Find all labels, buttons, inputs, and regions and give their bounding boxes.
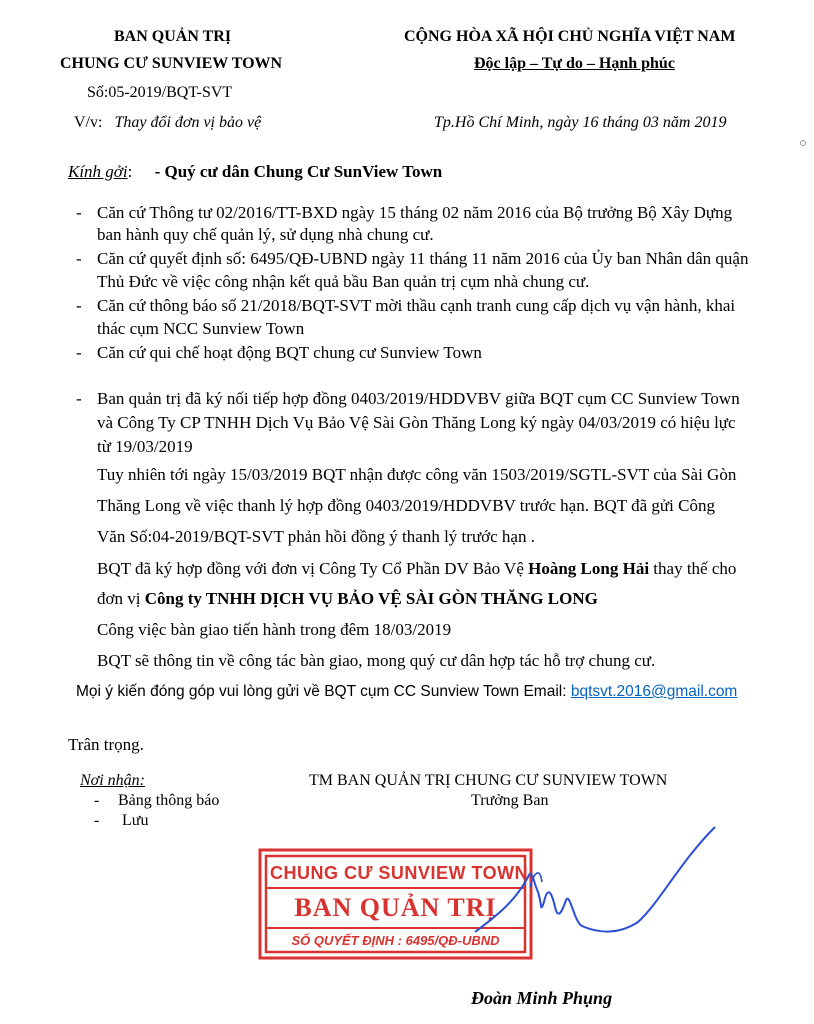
recipient-dash: -	[94, 812, 100, 829]
subject-label: V/v:	[74, 114, 103, 131]
greeting-colon: :	[127, 162, 133, 181]
closing: Trân trọng.	[68, 735, 144, 754]
body-p2-prefix: đơn vị	[97, 589, 145, 608]
signature-title: Trưởng Ban	[471, 792, 549, 809]
national-motto: Độc lập – Tự do – Hạnh phúc	[474, 55, 675, 72]
old-contractor-name: Công ty TNHH DỊCH VỤ BẢO VỆ SÀI GÒN THĂNG LONG	[144, 589, 598, 608]
recipient-notice-board: Bảng thông báo	[118, 792, 220, 809]
signature-org: TM BAN QUẢN TRỊ CHUNG CƯ SUNVIEW TOWN	[309, 772, 668, 789]
signer-name: Đoàn Minh Phụng	[471, 988, 613, 1008]
body-p2-line-1	[97, 559, 736, 579]
body-p2-text-end: thay thế cho	[649, 559, 737, 578]
recipient-archive: Lưu	[122, 812, 149, 829]
body-p1-line-3: Văn Số:04-2019/BQT-SVT phản hồi đồng ý thanh lý trước hạn .	[97, 527, 535, 546]
feedback-line	[76, 683, 737, 701]
body-p2-text: BQT đã ký hợp đồng với đơn vị Công Ty Cổ Phần DV Bảo Vệ	[97, 559, 529, 578]
body-p3: Công việc bàn giao tiến hành trong đêm 18/03/2019	[97, 620, 452, 639]
recipient-dash: -	[94, 792, 100, 809]
bullet-dash: -	[76, 203, 82, 222]
body-p1-line-2: Thăng Long về việc thanh lý hợp đồng 0403/2019/HDDVBV trước hạn. BQT đã gửi Công	[97, 496, 715, 515]
bullet-5-line-3: từ 19/03/2019	[97, 437, 193, 456]
body-p2-line-2	[97, 589, 598, 609]
body-p4: BQT sẽ thông tin về công tác bàn giao, mong quý cư dân hợp tác hỗ trợ chung cư.	[97, 651, 656, 670]
bullet-dash: -	[76, 343, 82, 362]
stamp-line-2: BAN QUẢN TRỊ	[294, 893, 497, 922]
org-name: BAN QUẢN TRỊ	[114, 28, 232, 45]
feedback-text: Mọi ý kiến đóng góp vui lòng gửi về BQT cụm CC Sunview Town Email:	[76, 683, 571, 700]
recipients-label: Nơi nhận:	[80, 772, 145, 789]
bullet-4-line-1: Căn cứ qui chế hoạt động BQT chung cư Sunview Town	[97, 343, 482, 362]
subject-line	[74, 114, 261, 132]
building-name: CHUNG CƯ SUNVIEW TOWN	[60, 55, 283, 72]
date-line: Tp.Hồ Chí Minh, ngày 16 tháng 03 năm 2019	[434, 114, 727, 131]
greeting-recipient: - Quý cư dân Chung Cư SunView Town	[154, 162, 443, 181]
bullet-dash: -	[76, 249, 82, 268]
handwritten-signature-icon	[470, 822, 730, 962]
stamp-line-1: CHUNG CƯ SUNVIEW TOWN	[270, 863, 529, 883]
national-title: CỘNG HÒA XÃ HỘI CHỦ NGHĨA VIỆT NAM	[404, 28, 736, 45]
bullet-dash: -	[76, 296, 82, 315]
bullet-3-line-1: Căn cứ thông báo số 21/2018/BQT-SVT mời thầu cạnh tranh cung cấp dịch vụ vận hành, khai	[97, 296, 736, 315]
margin-dot-icon	[800, 140, 806, 146]
email-link[interactable]: bqtsvt.2016@gmail.com	[570, 683, 738, 700]
bullet-2-line-2: Thủ Đức về việc công nhận kết quả bầu Ban quản trị cụm nhà chung cư.	[97, 272, 590, 291]
subject-text: Thay đổi đơn vị bảo vệ	[114, 114, 262, 131]
bullet-2-line-1: Căn cứ quyết định số: 6495/QĐ-UBND ngày 11 tháng 11 năm 2016 của Ủy ban Nhân dân quận	[97, 249, 749, 268]
bullet-3-line-2: thác cụm NCC Sunview Town	[97, 319, 305, 338]
bullet-1-line-1: Căn cứ Thông tư 02/2016/TT-BXD ngày 15 tháng 02 năm 2016 của Bộ trưởng Bộ Xây Dựng	[97, 203, 733, 222]
bullet-1-line-2: ban hành quy chế quản lý, sử dụng nhà chung cư.	[97, 225, 434, 244]
greeting-label: Kính gởi	[68, 162, 128, 181]
new-contractor-name: Hoàng Long Hải	[528, 559, 650, 578]
stamp-line-3: SỐ QUYẾT ĐỊNH : 6495/QĐ-UBND	[291, 933, 500, 948]
bullet-5-line-1: Ban quản trị đã ký nối tiếp hợp đồng 0403/2019/HDDVBV giữa BQT cụm CC Sunview Town	[97, 389, 740, 408]
bullet-5-line-2: và Công Ty CP TNHH Dịch Vụ Bảo Vệ Sài Gòn Thăng Long ký ngày 04/03/2019 có hiệu lực	[97, 413, 736, 432]
body-p1-line-1: Tuy nhiên tới ngày 15/03/2019 BQT nhận được công văn 1503/2019/SGTL-SVT của Sài Gòn	[97, 465, 737, 484]
bullet-dash: -	[76, 389, 82, 408]
document-number: Số:05-2019/BQT-SVT	[87, 84, 233, 101]
greeting	[68, 162, 442, 182]
